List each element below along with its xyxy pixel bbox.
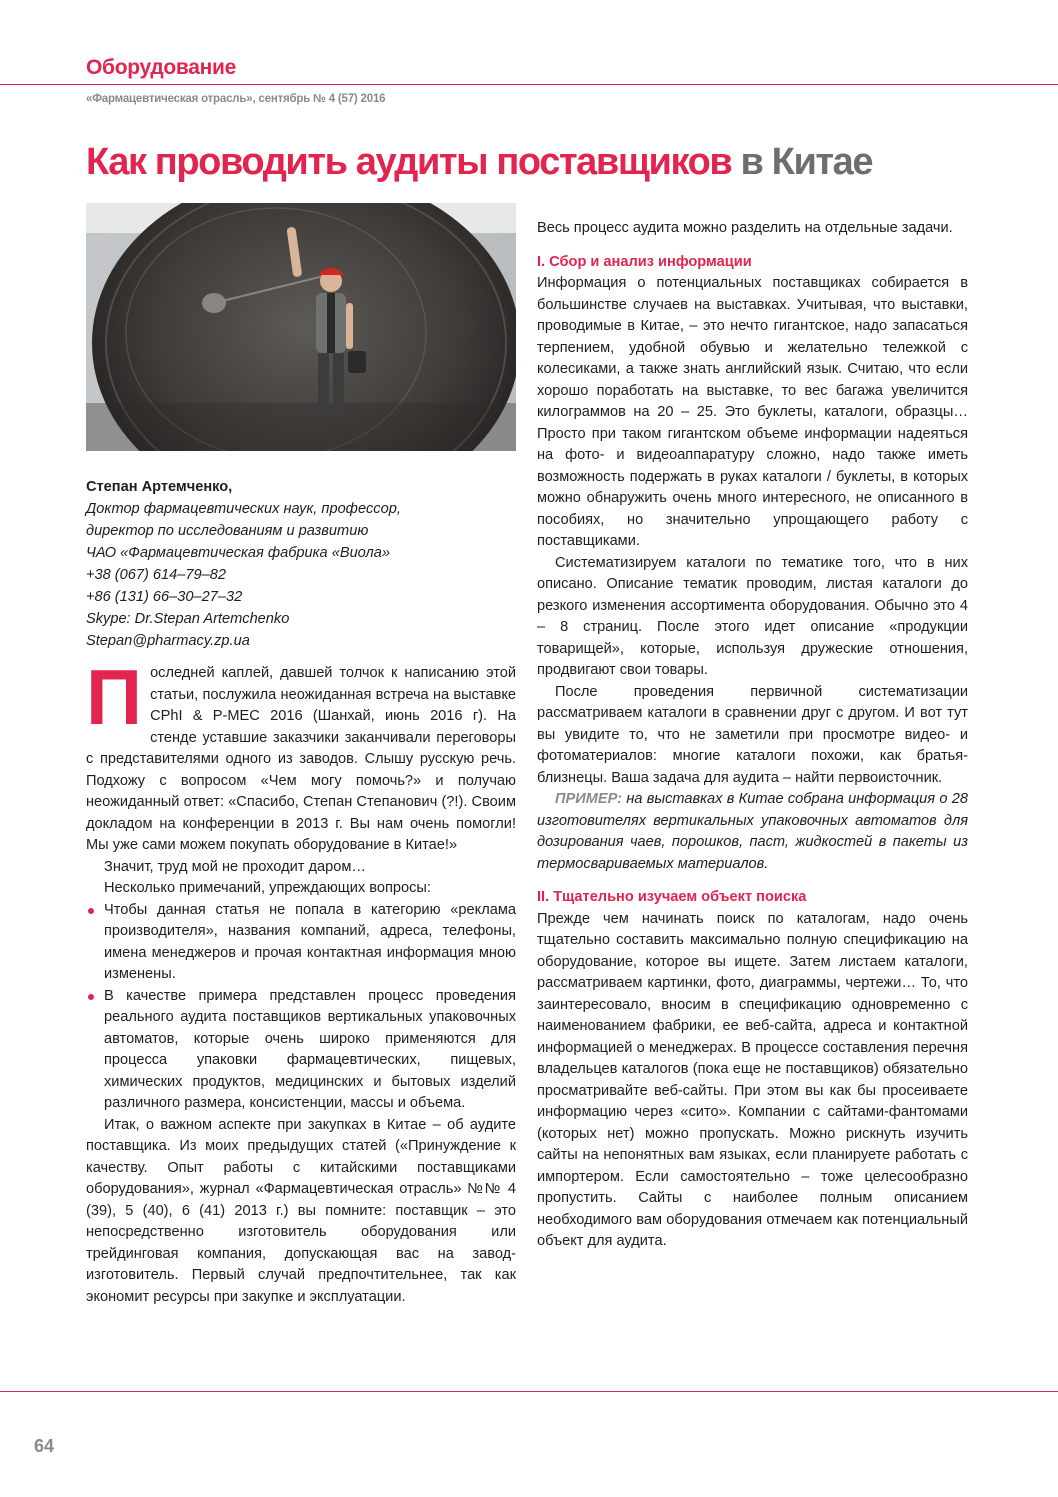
example-label: ПРИМЕР:: [555, 791, 623, 807]
right-column: [537, 218, 968, 1253]
author-position: директор по исследованиям и развитию: [86, 523, 369, 539]
author-email: Stepan@pharmacy.zp.ua: [86, 633, 250, 649]
section-heading-2: II. Тщательно изучаем объект поиска: [537, 889, 807, 905]
author-info: [86, 476, 516, 652]
paragraph: Прежде чем начинать поиск по каталогам, надо очень тщательно составить максимально полную спецификацию на оборудование, которое вы ищете. Затем листаем каталоги, рассматриваем картинки, фото, диаграммы, чертежи… То, что заинтересовало, вносим в спецификацию одновременно с наименованием фабрики, ее веб-сайта, адреса и контактной информацией о менеджерах. В процессе составления перечня владельцев каталогов (пока еще не поставщиков) обязательно просматривайте веб-сайты. При этом вы как бы просеиваете информацию через «сито». Компании с сайтами-фантомами (которых нет) можно пропускать. Можно рискнуть изучить сайты на непонятных вам языках, если планируете работать с импортером. Если самостоятельно – тоже целесообразно пропустить. Сайты с наиболее полным описанием необходимого вам оборудования отмечаем как потенциальный объект для аудита.: [537, 910, 968, 1249]
bottom-divider: [0, 1391, 1058, 1392]
paragraph: Несколько примечаний, упреждающих вопросы:: [104, 880, 431, 896]
journal-citation: «Фармацевтическая отрасль», сентябрь № 4 (57) 2016: [86, 93, 386, 105]
title-main: Как проводить аудиты поставщиков: [86, 141, 732, 183]
author-name: Степан Артемченко,: [86, 479, 233, 495]
notes-list: [86, 900, 516, 1115]
section-label: Оборудование: [86, 56, 236, 79]
page-number: 64: [34, 1436, 55, 1456]
author-phone-cn: +86 (131) 66–30–27–32: [86, 589, 243, 605]
paragraph: Значит, труд мой не проходит даром…: [104, 858, 367, 875]
article-title: [86, 141, 872, 184]
paragraph: Систематизируем каталоги по тематике того, что в них описано. Описание тематик проводим, листая каталоги до резкого изменения ассортимента оборудования. Обычно это 4 – 8 страниц. После этого идет описание «продукции товарищей», которые, используя дружеские отношения, продвигают свои товары.: [537, 554, 968, 678]
intro-paragraph: [86, 653, 516, 857]
tank-photo-illustration: [86, 203, 516, 451]
list-item: [86, 900, 516, 986]
article-photo: [86, 203, 516, 451]
example-text: на выставках в Китае собрана информация о 28 изготовителях вертикальных упаковочных автоматов для дозирования чаев, порошков, паст, жидкостей в пакеты из термосвариваемых материалов.: [537, 791, 968, 872]
drop-cap: П: [86, 653, 143, 741]
list-item-text: Чтобы данная статья не попала в категорию «реклама производителя», названия компаний, адреса, телефоны, имена менеджеров и прочая контактная информация мною изменены.: [104, 901, 516, 982]
left-column: [86, 653, 516, 1308]
author-company: ЧАО «Фармацевтическая фабрика «Виола»: [86, 545, 390, 561]
example-note: [537, 789, 968, 875]
author-skype: Skype: Dr.Stepan Artemchenko: [86, 611, 290, 627]
title-suffix: в Китае: [731, 141, 873, 183]
bullet-dot-icon: [88, 908, 94, 914]
list-item-text: В качестве примера представлен процесс проведения реального аудита поставщиков вертикальных упаковочных автоматов, которые очень широко применяются для процесса упаковки фармацевтических, пищевых, химических продуктов, медицинских и бытовых изделий различного размера, консистенции, массы и объема.: [104, 987, 516, 1111]
top-divider: [0, 84, 1058, 85]
list-item: [86, 986, 516, 1115]
section-heading-1: I. Сбор и анализ информации: [537, 253, 752, 270]
paragraph: После проведения первичной систематизации рассматриваем каталоги в сравнении друг с другом. И вот тут вы увидите то, что не заметили при просмотре видео- и фотоматериалов: многие каталоги похожи, как братья-близнецы. Ваша задача для аудита – найти первоисточник.: [537, 683, 968, 786]
intro-text: оследней каплей, давшей толчок к написанию этой статьи, послужила неожиданная встреча на выставке CPhI & P-MEC 2016 (Шанхай, июнь 2016 г). На стенде уставшие заказчики заканчивали переговоры с представителями одного из заводов. Слышу русскую речь. Подхожу с вопросом «Чем могу помочь?» и получаю неожиданный ответ: «Спасибо, Степан Степанович (?!). Своим докладом на конференции в 2013 г. Вы нам очень помогли! Мы уже сами можем покупать оборудование в Китае!»: [86, 665, 516, 853]
bullet-dot-icon: [88, 994, 94, 1000]
paragraph: Итак, о важном аспекте при закупках в Китае – об аудите поставщика. Из моих предыдущих статей («Принуждение к качеству. Опыт работы с китайскими поставщиками оборудования», журнал «Фармацевтическая отрасль» №№ 4 (39), 5 (40), 6 (41) 2013 г.) вы помните: поставщик – это непосредственно изготовитель оборудования или трейдинговая компания, допускающая вас на завод-изготовитель. Первый случай предпочтительнее, так как экономит ресурсы при закупке и эксплуатации.: [86, 1116, 516, 1305]
author-phone-ua: +38 (067) 614–79–82: [86, 567, 226, 583]
author-degree: Доктор фармацевтических наук, профессор,: [86, 501, 401, 517]
paragraph: Информация о потенциальных поставщиках собирается в большинстве случаев на выставках. Учитывая, что выставки, проводимые в Китае, – это нечто гигантское, надо запасаться терпением, удобной обувью и желательно тележкой с колесиками, а также знать английский язык. Считаю, что если хорошо поработать на выставке, то вес багажа увеличится килограммов на 20 – 25. Это буклеты, каталоги, образцы… Просто при таком гигантском объеме информации надеяться на фото- и видеоаппаратуру сложно, надо также иметь возможность подержать в руках каталоги / буклеты, в которых можно обнаружить очень много интересного, не описанного в пособиях, но значительно упрощающего работу с поставщиками.: [537, 275, 968, 549]
paragraph: Весь процесс аудита можно разделить на отдельные задачи.: [537, 220, 953, 236]
